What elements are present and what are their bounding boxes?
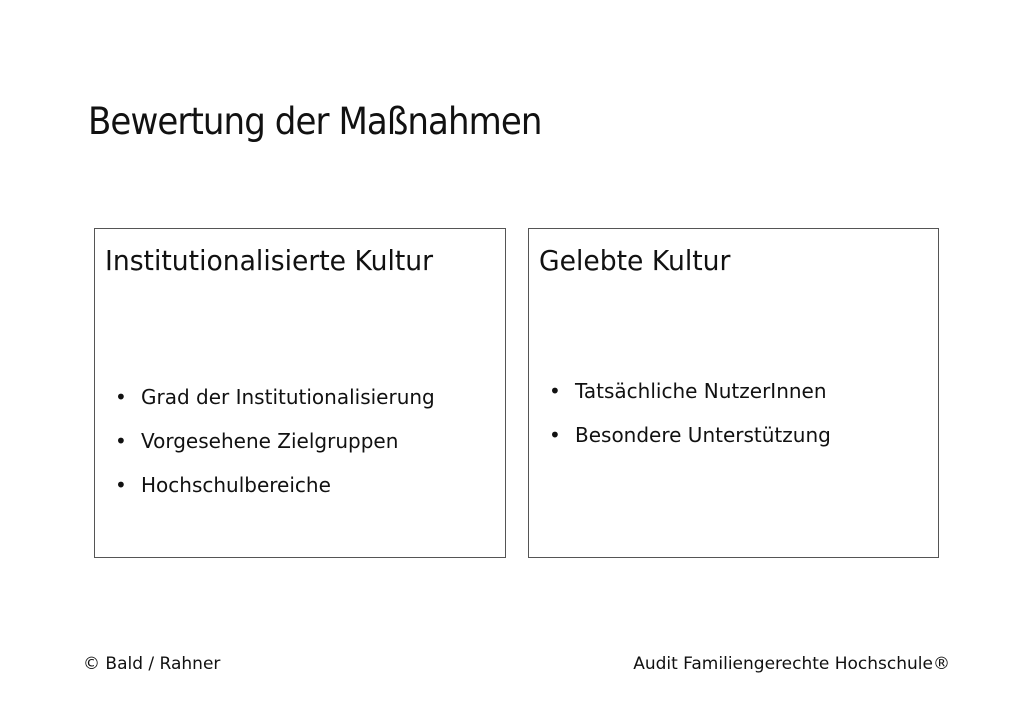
footer-copyright: © Bald / Rahner <box>83 654 221 674</box>
bullet-icon: • <box>549 423 561 447</box>
list-item-text: Hochschulbereiche <box>141 473 331 497</box>
slide-title: Bewertung der Maßnahmen <box>88 100 542 143</box>
list-item-text: Besondere Unterstützung <box>575 423 831 447</box>
lived-culture-list <box>539 369 831 457</box>
lived-culture-heading: Gelebte Kultur <box>539 244 731 277</box>
list-item-text: Tatsächliche NutzerInnen <box>575 379 827 403</box>
lived-culture-box <box>528 228 939 558</box>
list-item-text: Grad der Institutionalisierung <box>141 385 435 409</box>
list-item <box>539 413 831 457</box>
institutionalized-culture-list <box>105 375 435 507</box>
footer-audit-label: Audit Familiengerechte Hochschule® <box>633 654 950 674</box>
bullet-icon: • <box>115 385 127 409</box>
list-item <box>105 419 435 463</box>
bullet-icon: • <box>115 473 127 497</box>
institutionalized-culture-heading: Institutionalisierte Kultur <box>105 244 434 277</box>
list-item <box>105 375 435 419</box>
list-item <box>539 369 831 413</box>
list-item-text: Vorgesehene Zielgruppen <box>141 429 399 453</box>
institutionalized-culture-box <box>94 228 506 558</box>
bullet-icon: • <box>115 429 127 453</box>
bullet-icon: • <box>549 379 561 403</box>
list-item <box>105 463 435 507</box>
